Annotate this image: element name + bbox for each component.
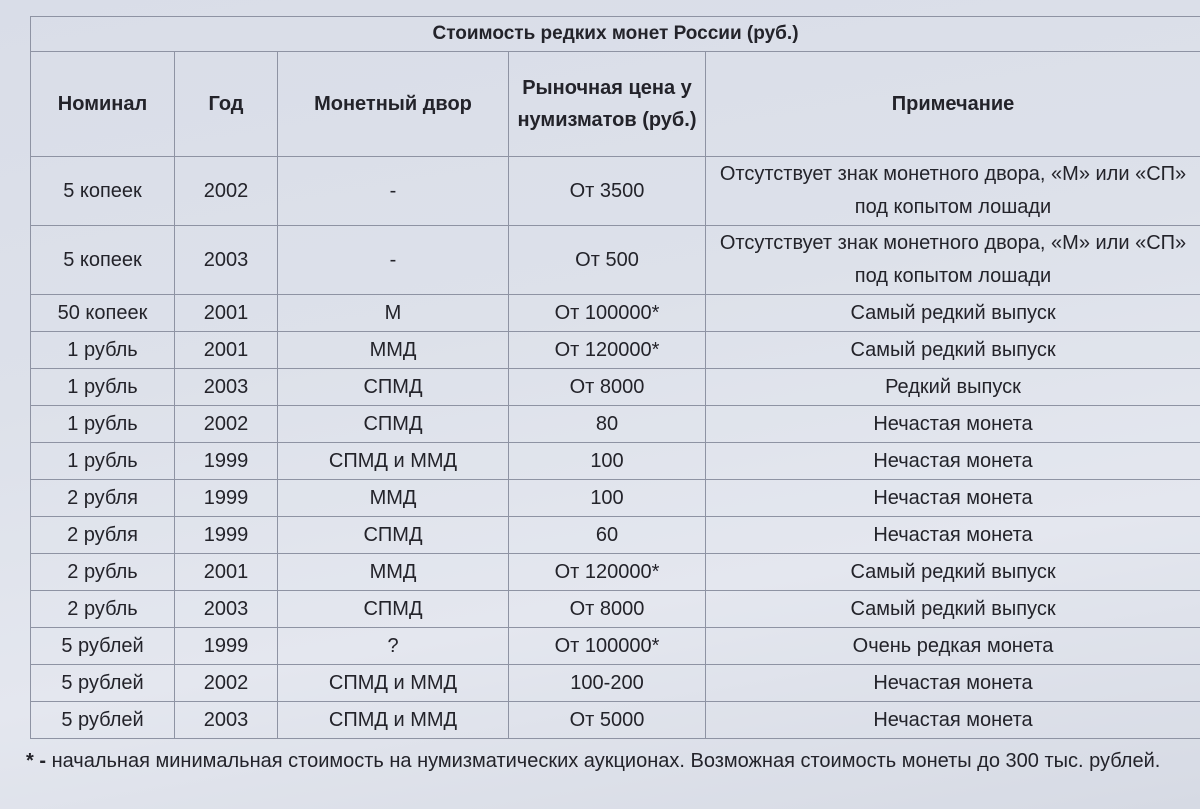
cell-mint: -: [278, 157, 509, 226]
table-row: [31, 591, 1200, 628]
cell-note: Редкий выпуск: [706, 369, 1200, 406]
cell-nominal: 5 рублей: [31, 702, 175, 739]
cell-year: 1999: [175, 628, 278, 665]
cell-nominal: 2 рубля: [31, 517, 175, 554]
cell-price: От 100000*: [509, 628, 706, 665]
cell-nominal: 5 рублей: [31, 628, 175, 665]
cell-price: От 8000: [509, 591, 706, 628]
cell-mint: СПМД: [278, 517, 509, 554]
cell-year: 1999: [175, 443, 278, 480]
cell-price: 100: [509, 443, 706, 480]
table-row: [31, 554, 1200, 591]
header-mint: Монетный двор: [278, 52, 509, 157]
table-row: [31, 665, 1200, 702]
header-price: Рыночная цена у нумизматов (руб.): [509, 52, 706, 157]
cell-price: От 3500: [509, 157, 706, 226]
cell-mint: СПМД и ММД: [278, 702, 509, 739]
table-row: [31, 480, 1200, 517]
cell-note: Нечастая монета: [706, 665, 1200, 702]
table-row: [31, 226, 1200, 295]
cell-note: Нечастая монета: [706, 443, 1200, 480]
cell-note: Нечастая монета: [706, 406, 1200, 443]
cell-year: 2001: [175, 554, 278, 591]
cell-year: 1999: [175, 517, 278, 554]
cell-price: 80: [509, 406, 706, 443]
cell-mint: СПМД и ММД: [278, 443, 509, 480]
cell-year: 2003: [175, 591, 278, 628]
cell-nominal: 50 копеек: [31, 295, 175, 332]
table-row: [31, 157, 1200, 226]
cell-mint: ММД: [278, 554, 509, 591]
cell-note: Нечастая монета: [706, 702, 1200, 739]
cell-note: Самый редкий выпуск: [706, 295, 1200, 332]
cell-year: 2002: [175, 406, 278, 443]
cell-price: От 500: [509, 226, 706, 295]
cell-mint: СПМД: [278, 591, 509, 628]
table-row: [31, 295, 1200, 332]
cell-mint: М: [278, 295, 509, 332]
table-row: [31, 628, 1200, 665]
cell-nominal: 1 рубль: [31, 369, 175, 406]
cell-mint: СПМД: [278, 406, 509, 443]
cell-mint: ?: [278, 628, 509, 665]
table-row: [31, 332, 1200, 369]
header-note: Примечание: [706, 52, 1200, 157]
cell-nominal: 5 копеек: [31, 226, 175, 295]
cell-nominal: 2 рубля: [31, 480, 175, 517]
cell-nominal: 2 рубль: [31, 554, 175, 591]
cell-price: От 120000*: [509, 554, 706, 591]
table-row: [31, 369, 1200, 406]
header-row: [31, 52, 1200, 157]
header-nominal: Номинал: [31, 52, 175, 157]
table-row: [31, 702, 1200, 739]
footnote-mark: * -: [26, 750, 46, 772]
cell-note: Самый редкий выпуск: [706, 554, 1200, 591]
cell-note: Отсутствует знак монетного двора, «М» или «СП» под копытом лошади: [706, 157, 1200, 226]
cell-mint: -: [278, 226, 509, 295]
cell-year: 1999: [175, 480, 278, 517]
cell-year: 2003: [175, 226, 278, 295]
table-title: Стоимость редких монет России (руб.): [31, 17, 1200, 52]
cell-nominal: 1 рубль: [31, 332, 175, 369]
cell-mint: ММД: [278, 332, 509, 369]
table-row: [31, 443, 1200, 480]
cell-nominal: 1 рубль: [31, 406, 175, 443]
cell-nominal: 2 рубль: [31, 591, 175, 628]
cell-nominal: 1 рубль: [31, 443, 175, 480]
cell-mint: ММД: [278, 480, 509, 517]
cell-year: 2003: [175, 369, 278, 406]
cell-year: 2001: [175, 332, 278, 369]
table-row: [31, 406, 1200, 443]
cell-price: 60: [509, 517, 706, 554]
cell-note: Очень редкая монета: [706, 628, 1200, 665]
cell-note: Отсутствует знак монетного двора, «М» или «СП» под копытом лошади: [706, 226, 1200, 295]
cell-note: Нечастая монета: [706, 517, 1200, 554]
cell-price: От 100000*: [509, 295, 706, 332]
cell-nominal: 5 рублей: [31, 665, 175, 702]
cell-mint: СПМД: [278, 369, 509, 406]
cell-price: 100: [509, 480, 706, 517]
cell-note: Самый редкий выпуск: [706, 591, 1200, 628]
cell-year: 2002: [175, 665, 278, 702]
header-year: Год: [175, 52, 278, 157]
cell-price: 100-200: [509, 665, 706, 702]
cell-note: Нечастая монета: [706, 480, 1200, 517]
cell-price: От 120000*: [509, 332, 706, 369]
table-row: [31, 517, 1200, 554]
rare-coins-table: [30, 16, 1200, 739]
cell-price: От 8000: [509, 369, 706, 406]
footnote: [26, 748, 1186, 774]
cell-year: 2003: [175, 702, 278, 739]
cell-price: От 5000: [509, 702, 706, 739]
cell-mint: СПМД и ММД: [278, 665, 509, 702]
cell-nominal: 5 копеек: [31, 157, 175, 226]
footnote-text: начальная минимальная стоимость на нумизматических аукционах. Возможная стоимость монеты до 300 тыс. рублей.: [51, 750, 1161, 772]
cell-note: Самый редкий выпуск: [706, 332, 1200, 369]
cell-year: 2002: [175, 157, 278, 226]
table-body: [31, 157, 1200, 739]
cell-year: 2001: [175, 295, 278, 332]
